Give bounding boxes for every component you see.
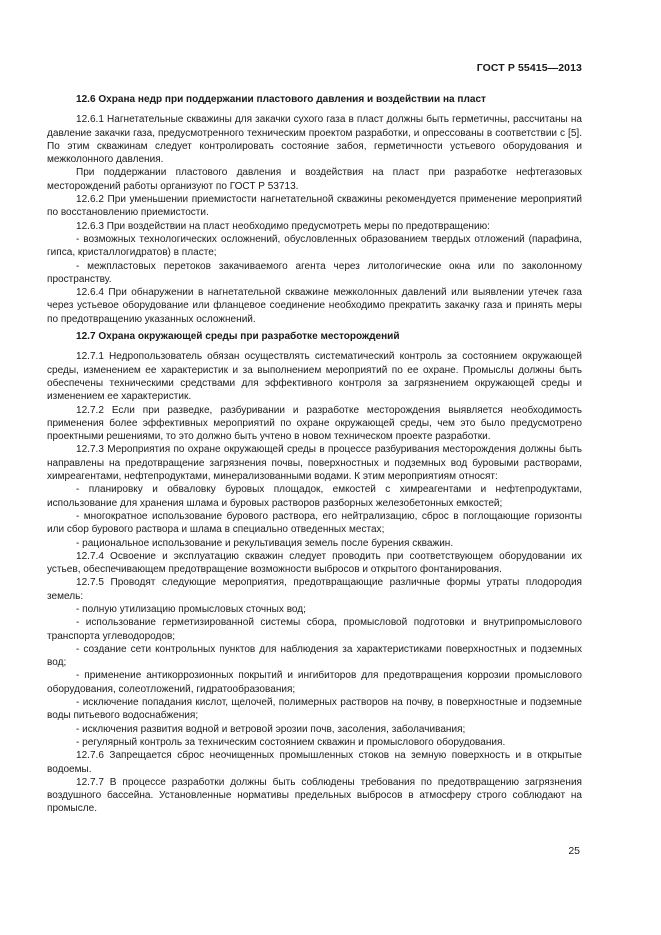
- paragraph: 12.7.7 В процессе разработки должны быть соблюдены требования по предотвращению загрязнения воздушного бассейна. Установленные нормативы предельных выбросов в атмосферу строго соблюдают на промысле.: [47, 776, 582, 815]
- section-heading: 12.6 Охрана недр при поддержании пластового давления и воздействии на пласт: [76, 94, 486, 105]
- list-item: - межпластовых перетоков закачиваемого агента через литологические окна или по заколонному пространству.: [47, 260, 582, 285]
- page-number: 25: [568, 845, 580, 857]
- list-item: - планировку и обваловку буровых площадок, емкостей с химреагентами и нефтепродуктами, использование для хранения шлама и буровых растворов разборных железобетонных емкостей;: [47, 484, 582, 509]
- list-item: - исключения развития водной и ветровой эрозии почв, засоления, заболачивания;: [76, 723, 466, 735]
- document-body: [47, 88, 582, 816]
- list-item: - применение антикоррозионных покрытий и ингибиторов для предотвращения коррозии промыслового оборудования, солеотложений, гидратообразования;: [47, 670, 582, 695]
- paragraph: 12.7.5 Проводят следующие мероприятия, предотвращающие различные формы утраты плодородия земель:: [47, 577, 582, 602]
- list-item: - создание сети контрольных пунктов для наблюдения за характеристиками поверхностных и подземных вод;: [47, 643, 582, 669]
- standard-id: ГОСТ Р 55415—2013: [476, 62, 582, 74]
- list-item: - рациональное использование и рекультивация земель после бурения скважин.: [76, 537, 454, 549]
- list-item: - регулярный контроль за техническим состоянием скважин и промыслового оборудования.: [76, 736, 506, 748]
- paragraph: 12.7.6 Запрещается сброс неочищенных промышленных стоков на земную поверхность и в открытые водоемы.: [47, 750, 582, 775]
- paragraph: 12.6.4 При обнаружении в нагнетательной скважине межколонных давлений или выявлении утечек газа через устьевое оборудование или фланцевое соединение необходимо прекратить закачку газа и принять меры по предотвращению указанных осложнений.: [47, 287, 582, 325]
- list-item: - исключение попадания кислот, щелочей, полимерных растворов на почву, в поверхностные и подземные воды питьевого водоснабжения;: [47, 697, 582, 722]
- paragraph: 12.7.3 Мероприятия по охране окружающей среды в процессе разбуривания месторождения должны быть направлены на предотвращение загрязнения почвы, поверхностных и подземных вод буровыми растворами, химреагентами, нефтепродуктами, минерализованными водами. К этим мероприятиям относят:: [47, 444, 582, 483]
- paragraph: 12.6.1 Нагнетательные скважины для закачки сухого газа в пласт должны быть герметичны, рассчитаны на давление закачки газа, предусмотренного техническим проектом разработки, и опрессованы в соответствии с [5]. По этим скважинам следует контролировать состояние забоя, герметичности устьевого оборудования и межколонного давления.: [47, 114, 582, 166]
- list-item: - полную утилизацию промысловых сточных вод;: [76, 603, 306, 615]
- list-item: - многократное использование бурового раствора, его нейтрализацию, сброс в поглощающие горизонты или сбор бурового раствора и шлама в специально отведенных местах;: [47, 510, 582, 536]
- paragraph: 12.6.3 При воздействии на пласт необходимо предусмотреть меры по предотвращению:: [76, 220, 490, 232]
- list-item: - возможных технологических осложнений, обусловленных образованием твердых отложений (парафина, гипса, кристаллогидратов) в пласте;: [47, 233, 582, 259]
- paragraph: 12.7.2 Если при разведке, разбуривании и разработке месторождения выявляется необходимость применения более эффективных мероприятий по охране окружающей среды, чем это было предусмотрено проектными решениями, то это должно быть учтено в новом техническом проекте разработки.: [47, 404, 582, 443]
- list-item: - использование герметизированной системы сбора, промысловой подготовки и внутрипромыслового транспорта углеводородов;: [47, 617, 582, 642]
- paragraph: 12.7.1 Недропользователь обязан осуществлять систематический контроль за состоянием окружающей среды, изменением ее характеристик и за выполнением мероприятий по ее охране. Промыслы должны быть обеспечены техническими средствами для эффективного контроля за загрязнением окружающей среды и изменением ее характеристик.: [47, 351, 582, 403]
- paragraph: 12.7.4 Освоение и эксплуатацию скважин следует проводить при соответствующем оборудовании их устьев, обеспечивающем предотвращение возможности выбросов и открытого фонтанирования.: [47, 550, 582, 576]
- section-heading: 12.7 Охрана окружающей среды при разработке месторождений: [76, 331, 400, 343]
- paragraph: 12.6.2 При уменьшении приемистости нагнетательной скважины рекомендуется применение мероприятий по восстановлению приемистости.: [47, 194, 582, 219]
- paragraph: При поддержании пластового давления и воздействия на пласт при разработке нефтегазовых месторождений работы организуют по ГОСТ Р 53713.: [47, 167, 582, 192]
